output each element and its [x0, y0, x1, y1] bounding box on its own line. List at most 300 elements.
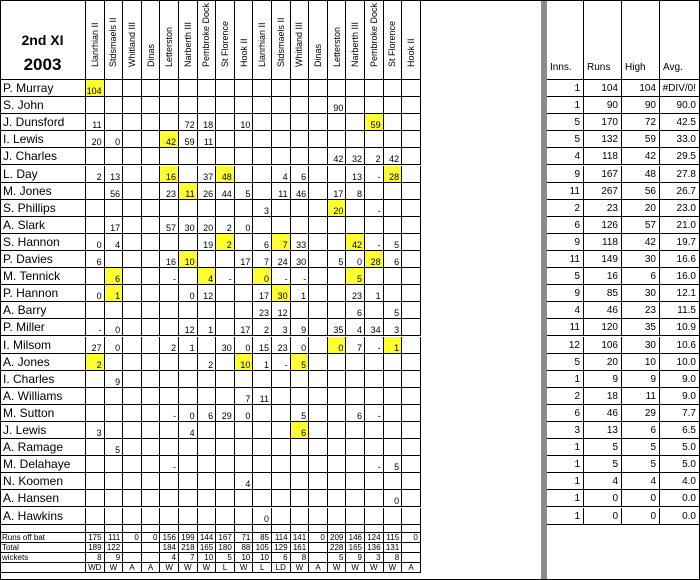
totals-cell: 141	[291, 533, 310, 543]
score-cell	[309, 508, 328, 525]
score-cell	[216, 371, 235, 388]
stat-inns: 1	[547, 439, 584, 456]
stat-runs: 46	[584, 405, 622, 422]
score-cell: 12	[179, 319, 198, 336]
match-header-label: Stdsmaels II	[275, 17, 286, 67]
score-cell: 30	[179, 217, 198, 234]
stat-high: 0	[622, 508, 660, 525]
score-cell	[86, 508, 105, 525]
match-header-label: Whitland III	[126, 21, 137, 67]
score-cell	[105, 354, 124, 371]
score-cell	[123, 388, 142, 405]
score-cell	[328, 131, 347, 148]
result-cell: W	[384, 563, 403, 573]
score-cell	[142, 97, 161, 114]
score-cell	[142, 217, 161, 234]
score-cell	[328, 268, 347, 285]
player-name: A. Hansen	[0, 490, 86, 507]
score-cell: 6	[346, 405, 365, 422]
score-cell	[346, 131, 365, 148]
stat-inns: 5	[547, 354, 584, 371]
score-cell	[216, 148, 235, 165]
result-cell: W	[235, 563, 254, 573]
player-name: A. Barry	[0, 302, 86, 319]
score-cell	[402, 80, 421, 97]
match-header	[309, 0, 328, 80]
totals-cell: 161	[291, 543, 310, 553]
score-cell: 1	[253, 354, 272, 371]
score-cell	[328, 354, 347, 371]
score-cell: 28	[365, 251, 384, 268]
score-cell: 26	[198, 183, 217, 200]
score-cell: 6	[105, 268, 124, 285]
score-cell: 4	[198, 268, 217, 285]
stat-avg: #DIV/0!	[660, 80, 700, 97]
totals-cell: 199	[179, 533, 198, 543]
score-cell	[402, 456, 421, 473]
score-cell: 23	[160, 183, 179, 200]
score-cell	[179, 97, 198, 114]
score-cell	[142, 388, 161, 405]
stat-avg: 10.9	[660, 319, 700, 336]
score-cell	[309, 217, 328, 234]
score-cell	[309, 388, 328, 405]
score-cell	[309, 337, 328, 354]
stat-high: 23	[622, 302, 660, 319]
score-cell	[160, 80, 179, 97]
totals-cell: 131	[384, 543, 403, 553]
score-cell	[309, 268, 328, 285]
stat-runs: 0	[584, 490, 622, 507]
score-cell: 19	[198, 234, 217, 251]
score-cell	[384, 388, 403, 405]
stat-avg: 23.0	[660, 200, 700, 217]
score-cell	[402, 251, 421, 268]
stat-header: Inns.	[547, 0, 584, 80]
score-cell: 6	[291, 166, 310, 183]
score-cell	[86, 473, 105, 490]
score-cell	[123, 200, 142, 217]
totals-cell: 114	[272, 533, 291, 543]
score-cell	[105, 148, 124, 165]
score-cell	[309, 148, 328, 165]
totals-cell: 10	[198, 553, 217, 563]
score-cell	[142, 371, 161, 388]
score-cell: 11	[253, 388, 272, 405]
stat-high: 30	[622, 251, 660, 268]
totals-cell: 0	[123, 533, 142, 543]
score-cell	[216, 508, 235, 525]
stat-avg: 4.0	[660, 473, 700, 490]
score-cell	[384, 114, 403, 131]
score-cell	[253, 371, 272, 388]
score-cell: 28	[384, 166, 403, 183]
score-cell: 0	[235, 405, 254, 422]
score-cell	[86, 456, 105, 473]
score-cell: -	[365, 166, 384, 183]
score-cell	[384, 354, 403, 371]
score-cell	[253, 439, 272, 456]
result-cell: W	[346, 563, 365, 573]
score-cell	[272, 490, 291, 507]
score-cell	[142, 268, 161, 285]
score-cell	[384, 200, 403, 217]
score-cell: 20	[86, 131, 105, 148]
score-cell: 0	[384, 490, 403, 507]
totals-cell: 124	[365, 533, 384, 543]
totals-cell	[123, 553, 142, 563]
score-cell: -	[272, 354, 291, 371]
score-cell	[216, 439, 235, 456]
score-cell	[235, 166, 254, 183]
score-cell	[142, 490, 161, 507]
spacer-cell	[0, 525, 86, 533]
score-cell	[309, 285, 328, 302]
score-cell	[384, 371, 403, 388]
score-cell	[216, 302, 235, 319]
score-cell	[309, 302, 328, 319]
score-cell	[105, 200, 124, 217]
score-cell	[253, 80, 272, 97]
score-cell	[179, 456, 198, 473]
score-cell	[235, 234, 254, 251]
score-cell: 15	[253, 337, 272, 354]
score-cell	[105, 422, 124, 439]
score-cell	[123, 302, 142, 319]
stat-avg: 10.6	[660, 337, 700, 354]
score-cell	[160, 354, 179, 371]
score-cell	[365, 217, 384, 234]
totals-cell: 165	[198, 543, 217, 553]
stat-inns: 3	[547, 422, 584, 439]
score-cell: 7	[346, 337, 365, 354]
score-cell: 3	[86, 422, 105, 439]
score-cell: 42	[384, 148, 403, 165]
result-cell: W	[179, 563, 198, 573]
score-cell	[105, 251, 124, 268]
score-cell	[291, 388, 310, 405]
spacer-cell	[105, 525, 124, 533]
score-cell: -	[160, 456, 179, 473]
stat-inns: 11	[547, 183, 584, 200]
stat-inns: 4	[547, 302, 584, 319]
score-cell	[272, 131, 291, 148]
score-cell	[272, 508, 291, 525]
score-cell	[328, 302, 347, 319]
match-header-label: Dinas	[145, 43, 156, 67]
score-cell	[160, 148, 179, 165]
stat-inns: 6	[547, 405, 584, 422]
player-name: M. Jones	[0, 183, 86, 200]
score-cell: 0	[105, 337, 124, 354]
score-cell: 0	[86, 285, 105, 302]
player-name: M. Sutton	[0, 405, 86, 422]
score-cell	[142, 80, 161, 97]
stat-avg: 7.7	[660, 405, 700, 422]
score-cell	[123, 268, 142, 285]
stat-inns: 5	[547, 268, 584, 285]
score-cell: 6	[291, 422, 310, 439]
score-cell	[216, 114, 235, 131]
result-cell: LD	[272, 563, 291, 573]
score-cell	[86, 371, 105, 388]
score-cell	[105, 302, 124, 319]
score-cell	[309, 439, 328, 456]
totals-cell	[142, 543, 161, 553]
score-cell: 0	[346, 251, 365, 268]
score-cell: 48	[216, 166, 235, 183]
score-cell	[384, 217, 403, 234]
score-cell	[123, 473, 142, 490]
score-cell	[402, 148, 421, 165]
score-cell: 59	[179, 131, 198, 148]
totals-cell: 129	[272, 543, 291, 553]
score-cell	[272, 97, 291, 114]
score-cell: 46	[291, 183, 310, 200]
score-cell	[253, 131, 272, 148]
score-cell: 42	[346, 234, 365, 251]
score-cell: 5	[384, 456, 403, 473]
score-cell: 6	[346, 302, 365, 319]
score-cell	[365, 388, 384, 405]
score-cell	[272, 217, 291, 234]
score-cell	[291, 439, 310, 456]
match-header-label: Narberth III	[350, 21, 361, 67]
stat-avg: 33.0	[660, 131, 700, 148]
player-name: A. Hawkins	[0, 508, 86, 525]
score-cell	[309, 371, 328, 388]
result-cell: W	[198, 563, 217, 573]
match-header	[272, 0, 291, 80]
score-cell: 30	[216, 337, 235, 354]
score-cell: 2	[86, 354, 105, 371]
score-cell	[179, 166, 198, 183]
score-cell	[105, 490, 124, 507]
score-cell	[142, 285, 161, 302]
score-cell	[402, 114, 421, 131]
score-cell	[346, 217, 365, 234]
stat-runs: 126	[584, 217, 622, 234]
stat-inns: 1	[547, 508, 584, 525]
score-cell	[402, 217, 421, 234]
spacer-cell	[253, 525, 272, 533]
score-cell	[216, 285, 235, 302]
score-cell: 17	[235, 251, 254, 268]
score-cell	[235, 268, 254, 285]
result-cell: W	[328, 563, 347, 573]
score-cell	[309, 200, 328, 217]
score-cell	[384, 473, 403, 490]
score-cell	[198, 439, 217, 456]
player-name: S. John	[0, 97, 86, 114]
player-name: P. Murray	[0, 80, 86, 97]
spacer-cell	[160, 525, 179, 533]
stat-runs: 106	[584, 337, 622, 354]
score-cell	[291, 97, 310, 114]
score-cell	[253, 148, 272, 165]
totals-cell: 218	[179, 543, 198, 553]
score-cell	[272, 371, 291, 388]
score-cell	[179, 200, 198, 217]
score-cell	[253, 114, 272, 131]
match-header-label: St Florence	[387, 20, 398, 67]
score-cell	[216, 319, 235, 336]
score-cell	[160, 473, 179, 490]
score-cell	[309, 114, 328, 131]
totals-cell	[402, 553, 421, 563]
match-header	[253, 0, 272, 80]
sheet-title: 2nd XI	[0, 0, 86, 50]
spacer-cell	[384, 525, 403, 533]
totals-label: Total	[0, 543, 86, 553]
stat-avg: 9.0	[660, 371, 700, 388]
score-cell	[142, 302, 161, 319]
totals-cell: 184	[160, 543, 179, 553]
score-cell: 6	[198, 405, 217, 422]
score-cell: 4	[235, 473, 254, 490]
score-cell	[328, 234, 347, 251]
score-cell	[160, 200, 179, 217]
score-cell	[142, 183, 161, 200]
totals-cell: 115	[384, 533, 403, 543]
score-cell: 1	[291, 285, 310, 302]
score-cell: 0	[179, 405, 198, 422]
score-cell: 5	[384, 234, 403, 251]
score-cell: 5	[105, 439, 124, 456]
score-cell	[328, 388, 347, 405]
score-cell	[291, 131, 310, 148]
totals-cell: 0	[309, 533, 328, 543]
score-cell	[123, 97, 142, 114]
score-cell: -	[160, 405, 179, 422]
score-cell	[346, 114, 365, 131]
stat-inns: 1	[547, 371, 584, 388]
score-cell	[105, 456, 124, 473]
score-cell: 10	[235, 354, 254, 371]
score-cell	[309, 319, 328, 336]
score-cell	[179, 354, 198, 371]
score-cell	[272, 439, 291, 456]
score-cell: -	[272, 268, 291, 285]
score-cell	[346, 490, 365, 507]
score-cell: 4	[105, 234, 124, 251]
score-cell	[142, 439, 161, 456]
stat-inns: 1	[547, 456, 584, 473]
totals-cell: 156	[160, 533, 179, 543]
stat-high: 72	[622, 114, 660, 131]
score-cell: 35	[328, 319, 347, 336]
player-name: P. Hannon	[0, 285, 86, 302]
score-cell: 17	[253, 285, 272, 302]
totals-cell: 10	[253, 553, 272, 563]
stat-runs: 46	[584, 302, 622, 319]
score-cell: 20	[198, 217, 217, 234]
score-cell	[365, 422, 384, 439]
stat-high: 6	[622, 268, 660, 285]
score-cell: 57	[160, 217, 179, 234]
stat-inns: 1	[547, 97, 584, 114]
totals-label: Runs off bat	[0, 533, 86, 543]
score-cell	[365, 183, 384, 200]
totals-cell: 105	[253, 543, 272, 553]
score-cell	[309, 490, 328, 507]
score-cell	[198, 473, 217, 490]
score-cell	[235, 80, 254, 97]
match-header	[235, 0, 254, 80]
stat-high: 10	[622, 354, 660, 371]
score-cell	[328, 285, 347, 302]
stat-inns: 2	[547, 200, 584, 217]
score-cell	[86, 405, 105, 422]
stat-inns: 9	[547, 166, 584, 183]
score-cell	[198, 388, 217, 405]
stat-high: 20	[622, 200, 660, 217]
stat-high: 59	[622, 131, 660, 148]
stat-inns: 11	[547, 251, 584, 268]
match-header-label: Whitland III	[294, 21, 305, 67]
score-cell: 4	[272, 166, 291, 183]
score-cell	[142, 354, 161, 371]
spacer-cell	[86, 525, 105, 533]
totals-cell: 5	[328, 553, 347, 563]
score-cell	[328, 456, 347, 473]
player-name: A. Williams	[0, 388, 86, 405]
score-cell	[142, 166, 161, 183]
score-cell	[123, 166, 142, 183]
score-cell	[160, 422, 179, 439]
score-cell	[216, 80, 235, 97]
stat-high: 9	[622, 371, 660, 388]
stat-avg: 26.7	[660, 183, 700, 200]
score-cell	[179, 80, 198, 97]
score-cell	[235, 148, 254, 165]
score-cell	[216, 388, 235, 405]
score-cell	[123, 217, 142, 234]
score-cell	[86, 97, 105, 114]
stat-inns: 11	[547, 319, 584, 336]
score-cell	[272, 114, 291, 131]
stat-avg: 16.0	[660, 268, 700, 285]
score-cell	[142, 319, 161, 336]
stat-runs: 118	[584, 234, 622, 251]
score-cell	[123, 422, 142, 439]
score-cell	[309, 166, 328, 183]
score-cell	[160, 114, 179, 131]
score-cell	[160, 490, 179, 507]
score-cell	[86, 200, 105, 217]
match-header-label: Letterston	[331, 26, 342, 67]
spacer-cell	[123, 525, 142, 533]
score-cell	[346, 354, 365, 371]
score-cell: 16	[160, 166, 179, 183]
score-cell	[328, 217, 347, 234]
score-cell	[235, 422, 254, 439]
stat-runs: 13	[584, 422, 622, 439]
totals-cell: 146	[346, 533, 365, 543]
totals-cell: 0	[402, 533, 421, 543]
results-label	[0, 563, 86, 573]
score-cell	[253, 166, 272, 183]
match-header	[328, 0, 347, 80]
score-cell: 29	[216, 405, 235, 422]
score-cell	[402, 439, 421, 456]
player-name: P. Miller	[0, 319, 86, 336]
score-cell	[402, 268, 421, 285]
stat-high: 42	[622, 148, 660, 165]
score-cell: -	[365, 456, 384, 473]
score-cell	[198, 337, 217, 354]
score-cell	[365, 131, 384, 148]
